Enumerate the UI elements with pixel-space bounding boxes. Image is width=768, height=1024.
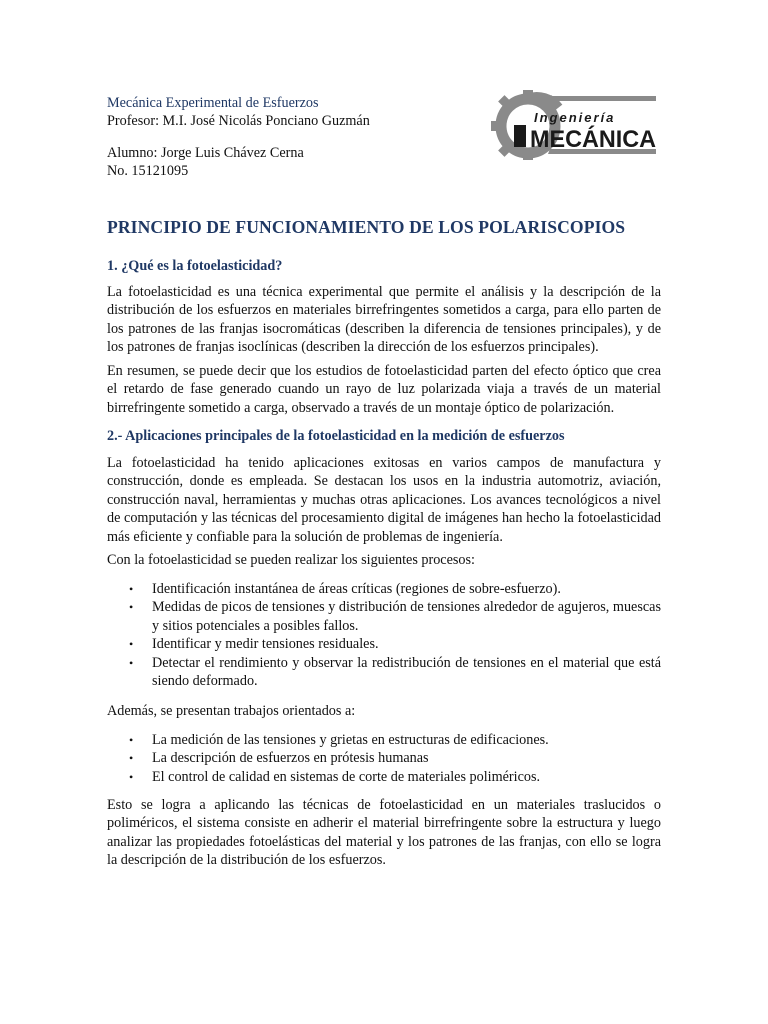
section2-heading: 2.- Aplicaciones principales de la fotoelasticidad en la medición de esfuerzos — [107, 428, 565, 444]
bullet-icon: • — [129, 751, 134, 766]
processes-list — [107, 580, 661, 690]
section2-paragraph-2: Con la fotoelasticidad se pueden realizar los siguientes procesos: — [107, 552, 475, 568]
list-item: • Detectar el rendimiento y observar la redistribución de tensiones en el material que está siendo deformado. — [129, 654, 661, 690]
section1-heading: 1. ¿Qué es la fotoelasticidad? — [107, 258, 283, 274]
section1-paragraph-2: En resumen, se puede decir que los estudios de fotoelasticidad parten del efecto óptico que crea el retardo de fase generado cuando un rayo de luz polarizada viaja a través de un material birrefringente sometido a carga, observado a través de un montaje óptico de polarización. — [107, 363, 661, 416]
professor-line: Profesor: M.I. José Nicolás Ponciano Guzmán — [107, 112, 370, 129]
section2-paragraph-1: La fotoelasticidad ha tenido aplicaciones exitosas en varios campos de manufactura y construcción, donde es empleada. Se destacan los usos en la industria automotriz, aviación, construcción naval, herramientas y muchas otras aplicaciones. Los avances tecnológicos a nivel de computación y las técnicas del procesamiento digital de imágenes han hecho la fotoelasticidad más eficiente y confiable para la solución de problemas de ingeniería. — [107, 455, 661, 545]
bullet-icon: • — [129, 655, 134, 670]
bullet-icon: • — [129, 600, 134, 615]
list-item: • Medidas de picos de tensiones y distribución de tensiones alrededor de agujeros, muescas y sitios potenciales a posibles fallos. — [129, 599, 661, 634]
works-list — [107, 731, 661, 786]
student-number: No. 15121095 — [107, 162, 189, 179]
list-item: • Identificar y medir tensiones residuales. — [129, 636, 379, 653]
bullet-icon: • — [129, 769, 134, 784]
student-line: Alumno: Jorge Luis Chávez Cerna — [107, 145, 304, 161]
bullet-icon: • — [129, 582, 134, 596]
list-item: • El control de calidad en sistemas de corte de materiales poliméricos. — [129, 768, 541, 785]
logo-line2: MECÁNICA — [530, 126, 660, 153]
list-item: • La descripción de esfuerzos en prótesis humanas — [129, 750, 429, 767]
document-title: PRINCIPIO DE FUNCIONAMIENTO DE LOS POLARISCOPIOS — [107, 217, 626, 237]
section2-paragraph-3: Además, se presentan trabajos orientados a: — [107, 703, 356, 719]
section1-paragraph-1: La fotoelasticidad es una técnica experimental que permite el análisis y la descripción de la distribución de los esfuerzos en materiales birrefringentes sometidos a carga, para ello parten de los patrones de las franjas isocromáticas (describen la diferencia de tensiones principales), y de los patrones de franjas isoclínicas (describen la dirección de los esfuerzos principales). — [107, 284, 661, 356]
list-item: • Identificación instantánea de áreas críticas (regiones de sobre-esfuerzo). — [129, 581, 561, 597]
section2-paragraph-4: Esto se logra a aplicando las técnicas de fotoelasticidad en un materiales traslucidos o poliméricos, el sistema consiste en adherir el material birrefringente sobre la estructura y luego analizar las propiedades fotoelásticas del material y los patrones de las franjas, con ello se logra la descripción de la distribución de los esfuerzos. — [107, 797, 661, 869]
header-info — [107, 95, 370, 180]
bullet-icon: • — [129, 637, 134, 652]
list-item: • La medición de las tensiones y grietas en estructuras de edificaciones. — [129, 732, 549, 748]
bullet-icon: • — [129, 733, 134, 747]
course-name: Mecánica Experimental de Esfuerzos — [107, 95, 319, 111]
ingenieria-mecanica-logo — [488, 88, 662, 160]
logo-line1: Ingeniería — [534, 110, 616, 125]
